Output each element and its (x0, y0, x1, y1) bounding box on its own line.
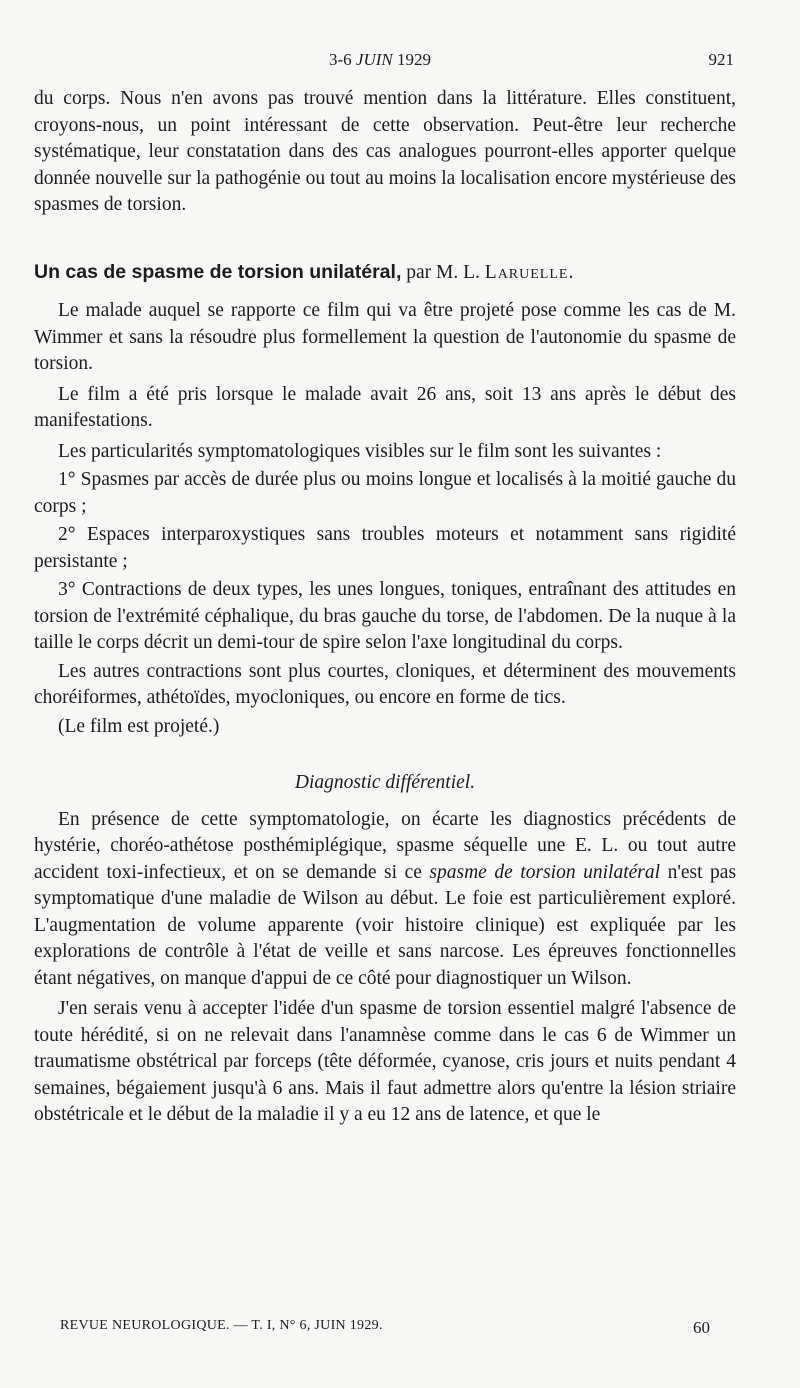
paragraph-diagnostic-1 (34, 807, 736, 993)
running-head (0, 50, 800, 76)
diagnostic-text-a: En présence de cette symptomatologie, on écarte les diagnostics précédents de hystérie, choréo-athétose posthémiplégique, spasme séquelle une E. L. ou tout autre accident toxi-infectieux, et on se demande si ce (34, 808, 736, 883)
paragraph-film-projected: (Le film est projeté.) (58, 715, 220, 737)
paragraph-intro: Le malade auquel se rapporte ce film qui va être projeté pose comme les cas de M. Wimmer et sans la résoudre plus formellement la question de l'autonomie du spasme de torsion. (34, 300, 736, 374)
section-title: Diagnostic différentiel. (294, 772, 476, 793)
date-year: 1929 (397, 50, 431, 69)
running-head-date (0, 50, 760, 70)
article-author: Laruelle. (484, 261, 575, 283)
journal-citation: REVUE NEUROLOGIQUE. — T. I, N° 6, JUIN 1929. (60, 1318, 383, 1333)
paragraph-other-contractions: Les autres contractions sont plus courtes, cloniques, et déterminent des mouvements choréiformes, athétoïdes, myocloniques, ou encore en forme de tics. (34, 660, 736, 708)
date-prefix: 3-6 (329, 50, 352, 69)
list-item-1: 1° Spasmes par accès de durée plus ou moins longue et localisés à la moitié gauche du corps ; (34, 469, 736, 517)
paragraph-film-date: Le film a été pris lorsque le malade avait 26 ans, soit 13 ans après le début des manifestations. (34, 383, 736, 431)
article-body (34, 86, 736, 1129)
page-number: 921 (708, 50, 734, 69)
article-heading (34, 259, 736, 287)
diagnostic-text-b: n'est pas symptomatique d'une maladie de Wilson au début. Le foie est particulièrement exploré. L'augmentation de volume apparente (voir histoire clinique) est expliquée par les explorations de contrôle à l'état de veille et sans narcose. Les épreuves fonctionnelles étant négatives, on manque d'appui de ce côté pour diagnostiquer un Wilson. (34, 861, 737, 989)
diagnostic-italic-term: spasme de torsion unilatéral (429, 861, 661, 883)
date-month: JUIN (355, 50, 393, 69)
article-title: Un cas de spasme de torsion unilatéral, (34, 260, 402, 283)
list-item-2: 2° Espaces interparoxystiques sans troubles moteurs et notamment sans rigidité persistante ; (34, 524, 736, 572)
paragraph-particularities: Les particularités symptomatologiques visibles sur le film sont les suivantes : (58, 440, 662, 462)
page-footer (60, 1318, 710, 1342)
sheet-number: 60 (693, 1318, 710, 1337)
article-byline: par M. L. (406, 261, 480, 283)
list-item-3: 3° Contractions de deux types, les unes longues, toniques, entraînant des attitudes en torsion de l'extrémité céphalique, du bras gauche du torse, de l'abdomen. De la nuque à la taille le corps décrit un demi-tour de spire selon l'axe longitudinal du corps. (34, 579, 736, 653)
continuation-paragraph: du corps. Nous n'en avons pas trouvé mention dans la littérature. Elles constituent, croyons-nous, un point intéressant de cette observation. Peut-être leur recherche systématique, leur constatation dans des cas analogues pourront-elles apporter quelque donnée nouvelle sur la pathogénie ou tout au moins la localisation encore mystérieuse des spasmes de torsion. (34, 88, 736, 215)
paragraph-diagnostic-2: J'en serais venu à accepter l'idée d'un spasme de torsion essentiel malgré l'absence de toute hérédité, si on ne relevait dans l'anamnèse comme dans le cas 6 de Wimmer un traumatisme obstétrical par forceps (tête déformée, cyanose, cris jours et nuits pendant 4 semaines, bégaiement jusqu'à 6 ans. Mais il faut admettre alors qu'entre la lésion striaire obstétricale et le début de la maladie il y a eu 12 ans de latence, et que le (34, 998, 736, 1125)
